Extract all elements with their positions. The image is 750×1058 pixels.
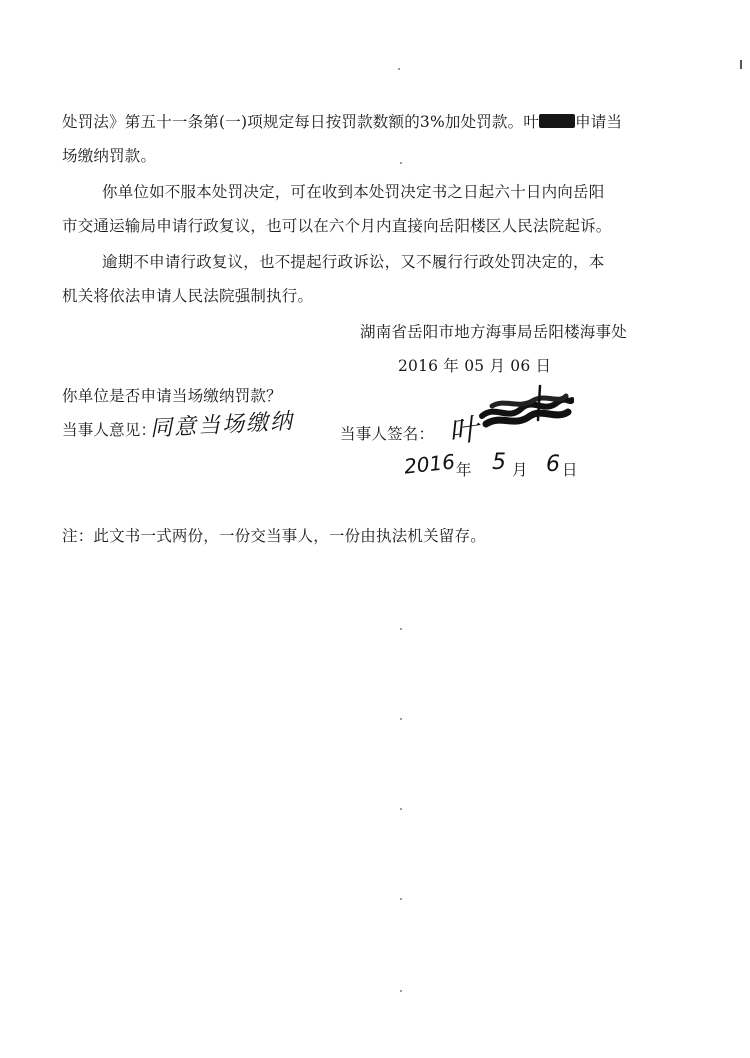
text-fragment: 申请当 (575, 113, 623, 131)
paragraph-line (62, 144, 156, 166)
sign-month-label: 月 (512, 461, 528, 479)
signature-handwriting: 叶 (446, 412, 481, 451)
text-fragment: 逾期不申请行政复议，也不提起行政诉讼，又不履行行政处罚决定的，本 (102, 253, 605, 271)
scan-dot (400, 808, 402, 810)
signature-label: 当事人签名： (340, 425, 435, 443)
paragraph-line (62, 284, 313, 306)
text-fragment: 你单位如不服本处罚决定，可在收到本处罚决定书之日起六十日内向岳阳 (102, 183, 605, 201)
paragraph-line (102, 250, 604, 272)
scan-dot (400, 898, 402, 900)
scan-mark (740, 60, 742, 69)
question-text: 你单位是否申请当场缴纳罚款？ (62, 387, 282, 405)
sign-day-label: 日 (562, 461, 578, 479)
text-fragment: 机关将依法申请人民法院强制执行。 (62, 287, 314, 305)
text-fragment: 场缴纳罚款。 (62, 147, 157, 165)
footer-note: 注：此文书一式两份，一份交当事人，一份由执法机关留存。 (62, 527, 486, 545)
scan-dot (398, 68, 400, 70)
issue-date: 2016 年 05 月 06 日 (398, 357, 552, 375)
text-fragment: 处罚法》第五十一条第(一)项规定每日按罚款数额的3%加处罚款。叶 (62, 113, 540, 131)
scan-dot (400, 718, 402, 720)
sign-day-handwriting: 6 (546, 452, 560, 477)
redaction-block (539, 114, 575, 128)
opinion-label: 当事人意见： (62, 421, 157, 439)
issuer-name: 湖南省岳阳市地方海事局岳阳楼海事处 (360, 323, 627, 341)
sign-year-handwriting: 2016 (402, 449, 457, 479)
opinion-handwriting: 同意当场缴纳 (149, 409, 295, 442)
signature-redaction (478, 384, 574, 438)
scan-dot (400, 628, 402, 630)
paragraph-line (62, 110, 622, 132)
paragraph-line (102, 180, 604, 202)
paragraph-line (62, 214, 612, 236)
sign-year-label: 年 (456, 461, 472, 479)
scan-dot (400, 162, 402, 164)
text-fragment: 市交通运输局申请行政复议，也可以在六个月内直接向岳阳楼区人民法院起诉。 (62, 217, 612, 235)
sign-month-handwriting: 5 (492, 450, 506, 475)
scan-dot (400, 990, 402, 992)
